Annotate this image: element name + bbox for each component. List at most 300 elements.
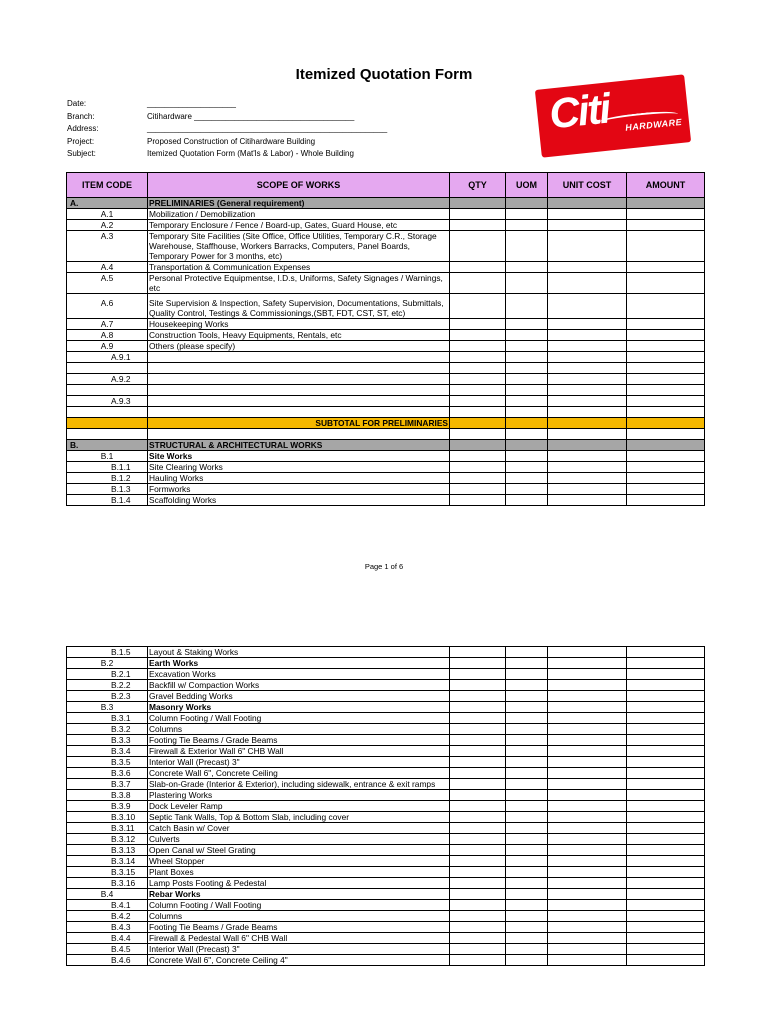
- unit-cost-cell[interactable]: [548, 944, 627, 955]
- scope: Hauling Works: [148, 473, 450, 484]
- unit-cost-cell[interactable]: [548, 867, 627, 878]
- unit-cost-cell[interactable]: [548, 341, 627, 352]
- table-row: [67, 495, 705, 506]
- uom-cell[interactable]: [506, 220, 548, 231]
- uom-cell[interactable]: [506, 900, 548, 911]
- unit-cost-cell[interactable]: [548, 713, 627, 724]
- uom-cell[interactable]: [506, 834, 548, 845]
- qty-cell[interactable]: [450, 462, 506, 473]
- scope: Concrete Wall 6", Concrete Ceiling: [148, 768, 450, 779]
- unit-cost-cell[interactable]: [548, 702, 627, 713]
- unit-cost-cell[interactable]: [548, 933, 627, 944]
- scope: Plant Boxes: [148, 867, 450, 878]
- amount-cell[interactable]: [627, 658, 705, 669]
- item-code: B.1.5: [67, 647, 148, 658]
- amount-cell[interactable]: [627, 680, 705, 691]
- item-code: B.3.13: [67, 845, 148, 856]
- amount-cell[interactable]: [627, 451, 705, 462]
- qty-cell[interactable]: [450, 374, 506, 385]
- amount-cell[interactable]: [627, 473, 705, 484]
- unit-cost-cell[interactable]: [548, 262, 627, 273]
- uom-cell[interactable]: [506, 451, 548, 462]
- scope: Lamp Posts Footing & Pedestal: [148, 878, 450, 889]
- logo-main-text: Citi: [547, 84, 612, 138]
- amount-cell[interactable]: [627, 231, 705, 262]
- item-code: A.9.1: [67, 352, 148, 363]
- item-code: B.1.4: [67, 495, 148, 506]
- qty-cell[interactable]: [450, 647, 506, 658]
- unit-cost-cell[interactable]: [548, 220, 627, 231]
- item-code: B.4.4: [67, 933, 148, 944]
- amount-cell[interactable]: [627, 735, 705, 746]
- table-row: [67, 669, 705, 680]
- amount-cell[interactable]: [627, 209, 705, 220]
- amount-cell[interactable]: [627, 198, 705, 209]
- item-code: B.4.2: [67, 911, 148, 922]
- amount-cell[interactable]: [627, 933, 705, 944]
- qty-cell[interactable]: [450, 735, 506, 746]
- qty-cell[interactable]: [450, 856, 506, 867]
- qty-cell[interactable]: [450, 658, 506, 669]
- table-row: [67, 735, 705, 746]
- item-code: B.1.2: [67, 473, 148, 484]
- uom-cell[interactable]: [506, 779, 548, 790]
- uom-cell[interactable]: [506, 209, 548, 220]
- amount-cell[interactable]: [627, 911, 705, 922]
- qty-cell[interactable]: [450, 790, 506, 801]
- amount-cell[interactable]: [627, 713, 705, 724]
- qty-cell[interactable]: [450, 209, 506, 220]
- amount-cell[interactable]: [627, 647, 705, 658]
- qty-cell[interactable]: [450, 757, 506, 768]
- uom-cell[interactable]: [506, 724, 548, 735]
- unit-cost-cell[interactable]: [548, 374, 627, 385]
- qty-cell[interactable]: [450, 231, 506, 262]
- amount-header: AMOUNT: [627, 173, 705, 198]
- scope[interactable]: [148, 363, 450, 374]
- scope: Construction Tools, Heavy Equipments, Rentals, etc: [148, 330, 450, 341]
- qty-cell[interactable]: [450, 352, 506, 363]
- qty-cell[interactable]: [450, 779, 506, 790]
- table-row: [67, 911, 705, 922]
- unit-cost-cell[interactable]: [548, 900, 627, 911]
- uom-cell[interactable]: [506, 484, 548, 495]
- scope: Footing Tie Beams / Grade Beams: [148, 922, 450, 933]
- amount-cell[interactable]: [627, 867, 705, 878]
- table-row: [67, 462, 705, 473]
- item-code: B.2.3: [67, 691, 148, 702]
- item-code: B.3.8: [67, 790, 148, 801]
- unit-cost-cell[interactable]: [548, 484, 627, 495]
- qty-cell[interactable]: [450, 220, 506, 231]
- amount-cell[interactable]: [627, 790, 705, 801]
- qty-cell[interactable]: [450, 198, 506, 209]
- qty-cell[interactable]: [450, 341, 506, 352]
- qty-cell[interactable]: [450, 933, 506, 944]
- uom-cell[interactable]: [506, 231, 548, 262]
- qty-cell[interactable]: [450, 724, 506, 735]
- item-code: B.3.14: [67, 856, 148, 867]
- amount-cell[interactable]: [627, 812, 705, 823]
- amount-cell[interactable]: [627, 669, 705, 680]
- item-code: A.7: [67, 319, 148, 330]
- scope: Backfill w/ Compaction Works: [148, 680, 450, 691]
- qty-cell[interactable]: [450, 834, 506, 845]
- unit-cost-cell[interactable]: [548, 669, 627, 680]
- qty-cell[interactable]: [450, 691, 506, 702]
- qty-cell[interactable]: [450, 451, 506, 462]
- scope: Mobilization / Demobilization: [148, 209, 450, 220]
- table-row: [67, 922, 705, 933]
- qty-cell[interactable]: [450, 922, 506, 933]
- amount-cell[interactable]: [627, 768, 705, 779]
- item-code-header: ITEM CODE: [67, 173, 148, 198]
- unit-cost-cell[interactable]: [548, 889, 627, 900]
- qty-cell[interactable]: [450, 273, 506, 294]
- qty-cell[interactable]: [450, 473, 506, 484]
- unit-cost-cell[interactable]: [548, 658, 627, 669]
- amount-cell[interactable]: [627, 374, 705, 385]
- amount-cell[interactable]: [627, 878, 705, 889]
- uom-cell[interactable]: [506, 757, 548, 768]
- item-code: B.3.16: [67, 878, 148, 889]
- qty-cell[interactable]: [450, 262, 506, 273]
- table-row: [67, 955, 705, 966]
- scope: Personal Protective Equipmentse, I.D.s, Uniforms, Safety Signages / Warnings, etc: [148, 273, 450, 294]
- unit-cost-cell[interactable]: [548, 209, 627, 220]
- table-row: [67, 691, 705, 702]
- branch-label: Branch:: [67, 111, 95, 121]
- qty-cell[interactable]: [450, 330, 506, 341]
- qty-cell[interactable]: [450, 669, 506, 680]
- item-code: A.9: [67, 341, 148, 352]
- table-row: [67, 856, 705, 867]
- uom-cell[interactable]: [506, 669, 548, 680]
- qty-cell[interactable]: [450, 746, 506, 757]
- unit-cost-cell[interactable]: [548, 330, 627, 341]
- table-row: [67, 273, 705, 294]
- uom-cell[interactable]: [506, 768, 548, 779]
- scope: Temporary Enclosure / Fence / Board-up, Gates, Guard House, etc: [148, 220, 450, 231]
- table-row: [67, 790, 705, 801]
- subject-label: Subject:: [67, 149, 96, 158]
- table-header-row: [67, 173, 705, 198]
- uom-cell[interactable]: [506, 473, 548, 484]
- uom-cell[interactable]: [506, 944, 548, 955]
- table-row: [67, 768, 705, 779]
- uom-cell[interactable]: [506, 273, 548, 294]
- blank-row: [67, 363, 705, 374]
- table-row: [67, 757, 705, 768]
- amount-cell[interactable]: [627, 319, 705, 330]
- address-label: Address:: [67, 124, 99, 133]
- amount-cell[interactable]: [627, 845, 705, 856]
- uom-cell[interactable]: [506, 495, 548, 506]
- qty-cell[interactable]: [450, 484, 506, 495]
- unit-cost-cell[interactable]: [548, 735, 627, 746]
- table-row: [67, 647, 705, 658]
- qty-cell[interactable]: [450, 702, 506, 713]
- unit-cost-cell[interactable]: [548, 801, 627, 812]
- uom-cell[interactable]: [506, 713, 548, 724]
- uom-cell[interactable]: [506, 341, 548, 352]
- amount-cell[interactable]: [627, 746, 705, 757]
- unit-cost-header: UNIT COST: [548, 173, 627, 198]
- qty-cell[interactable]: [450, 495, 506, 506]
- amount-cell[interactable]: [627, 922, 705, 933]
- scope: Firewall & Pedestal Wall 6" CHB Wall: [148, 933, 450, 944]
- scope: Columns: [148, 911, 450, 922]
- branch-field[interactable]: Citihardware ____________________________________: [147, 111, 355, 121]
- uom-cell[interactable]: [506, 955, 548, 966]
- amount-cell[interactable]: [627, 691, 705, 702]
- amount-cell[interactable]: [627, 294, 705, 319]
- table-row: [67, 746, 705, 757]
- unit-cost-cell[interactable]: [548, 834, 627, 845]
- scope: Housekeeping Works: [148, 319, 450, 330]
- uom-cell[interactable]: [506, 374, 548, 385]
- unit-cost-cell[interactable]: [548, 451, 627, 462]
- amount-cell[interactable]: [627, 955, 705, 966]
- unit-cost-cell[interactable]: [548, 845, 627, 856]
- uom-cell[interactable]: [506, 647, 548, 658]
- scope[interactable]: [148, 396, 450, 407]
- unit-cost-cell[interactable]: [548, 294, 627, 319]
- item-code: B.2: [67, 658, 148, 669]
- qty-cell[interactable]: [450, 867, 506, 878]
- qty-cell[interactable]: [450, 955, 506, 966]
- uom-cell[interactable]: [506, 319, 548, 330]
- unit-cost-cell[interactable]: [548, 647, 627, 658]
- unit-cost-cell[interactable]: [548, 779, 627, 790]
- uom-cell[interactable]: [506, 867, 548, 878]
- item-code: A.6: [67, 294, 148, 319]
- scope: Earth Works: [148, 658, 450, 669]
- unit-cost-cell[interactable]: [548, 790, 627, 801]
- uom-cell[interactable]: [506, 933, 548, 944]
- scope: Open Canal w/ Steel Grating: [148, 845, 450, 856]
- table-row: [67, 834, 705, 845]
- table-row: [67, 702, 705, 713]
- subtotal-amount[interactable]: [627, 418, 705, 429]
- scope: Temporary Site Facilities (Site Office, Office Utilities, Temporary C.R., Storage Warehouse, Staffhouse, Workers Barracks, Computers, Panel Boards, Temporary Power for 3 months, etc): [148, 231, 450, 262]
- qty-cell[interactable]: [450, 801, 506, 812]
- uom-cell[interactable]: [506, 702, 548, 713]
- table-row: [67, 330, 705, 341]
- amount-cell[interactable]: [627, 352, 705, 363]
- date-field[interactable]: ____________________: [147, 99, 236, 108]
- uom-cell[interactable]: [506, 801, 548, 812]
- qty-cell[interactable]: [450, 680, 506, 691]
- uom-cell[interactable]: [506, 658, 548, 669]
- qty-cell[interactable]: [450, 319, 506, 330]
- table-row: [67, 658, 705, 669]
- uom-cell[interactable]: [506, 845, 548, 856]
- subtotal-label: SUBTOTAL FOR PRELIMINARIES: [148, 418, 450, 429]
- qty-cell[interactable]: [450, 878, 506, 889]
- unit-cost-cell[interactable]: [548, 911, 627, 922]
- uom-cell[interactable]: [506, 352, 548, 363]
- qty-cell[interactable]: [450, 713, 506, 724]
- unit-cost-cell[interactable]: [548, 878, 627, 889]
- scope[interactable]: [148, 374, 450, 385]
- scope: Masonry Works: [148, 702, 450, 713]
- amount-cell[interactable]: [627, 220, 705, 231]
- unit-cost-cell[interactable]: [548, 768, 627, 779]
- qty-cell[interactable]: [450, 812, 506, 823]
- uom-cell[interactable]: [506, 823, 548, 834]
- uom-cell[interactable]: [506, 396, 548, 407]
- uom-cell[interactable]: [506, 790, 548, 801]
- item-code: B.3.10: [67, 812, 148, 823]
- item-code: A.1: [67, 209, 148, 220]
- unit-cost-cell[interactable]: [548, 495, 627, 506]
- qty-cell[interactable]: [450, 889, 506, 900]
- unit-cost-cell[interactable]: [548, 757, 627, 768]
- table-row: [67, 823, 705, 834]
- qty-cell[interactable]: [450, 396, 506, 407]
- unit-cost-cell[interactable]: [548, 319, 627, 330]
- table-row: [67, 319, 705, 330]
- unit-cost-cell[interactable]: [548, 922, 627, 933]
- item-code: A.5: [67, 273, 148, 294]
- quotation-table-page-2: [66, 646, 705, 966]
- uom-cell[interactable]: [506, 198, 548, 209]
- amount-cell[interactable]: [627, 273, 705, 294]
- qty-cell[interactable]: [450, 944, 506, 955]
- uom-cell[interactable]: [506, 812, 548, 823]
- unit-cost-cell[interactable]: [548, 198, 627, 209]
- uom-cell[interactable]: [506, 735, 548, 746]
- scope: Culverts: [148, 834, 450, 845]
- amount-cell[interactable]: [627, 396, 705, 407]
- amount-cell[interactable]: [627, 856, 705, 867]
- uom-cell[interactable]: [506, 746, 548, 757]
- uom-cell[interactable]: [506, 856, 548, 867]
- scope: Site Works: [148, 451, 450, 462]
- blank-row: [67, 385, 705, 396]
- amount-cell[interactable]: [627, 823, 705, 834]
- scope[interactable]: [148, 385, 450, 396]
- unit-cost-cell[interactable]: [548, 462, 627, 473]
- unit-cost-cell[interactable]: [548, 352, 627, 363]
- table-row: [67, 220, 705, 231]
- unit-cost-cell[interactable]: [548, 231, 627, 262]
- qty-cell[interactable]: [450, 294, 506, 319]
- unit-cost-cell[interactable]: [548, 856, 627, 867]
- table-row: [67, 484, 705, 495]
- item-code: B.3: [67, 702, 148, 713]
- item-code: B.3.15: [67, 867, 148, 878]
- uom-cell[interactable]: [506, 262, 548, 273]
- amount-cell[interactable]: [627, 484, 705, 495]
- item-code: B.3.1: [67, 713, 148, 724]
- unit-cost-cell[interactable]: [548, 812, 627, 823]
- uom-cell[interactable]: [506, 330, 548, 341]
- qty-cell[interactable]: [450, 911, 506, 922]
- amount-cell[interactable]: [627, 944, 705, 955]
- unit-cost-cell[interactable]: [548, 680, 627, 691]
- amount-cell[interactable]: [627, 262, 705, 273]
- item-code: A.2: [67, 220, 148, 231]
- item-code: B.3.5: [67, 757, 148, 768]
- unit-cost-cell[interactable]: [548, 473, 627, 484]
- amount-cell[interactable]: [627, 779, 705, 790]
- unit-cost-cell[interactable]: [548, 273, 627, 294]
- amount-cell[interactable]: [627, 801, 705, 812]
- uom-cell[interactable]: [506, 878, 548, 889]
- scope: Columns: [148, 724, 450, 735]
- address-field[interactable]: ______________________________________________________: [147, 124, 388, 133]
- uom-cell[interactable]: [506, 889, 548, 900]
- unit-cost-cell[interactable]: [548, 724, 627, 735]
- amount-cell[interactable]: [627, 900, 705, 911]
- table-row: [67, 352, 705, 363]
- scope: Layout & Staking Works: [148, 647, 450, 658]
- uom-cell[interactable]: [506, 691, 548, 702]
- item-code: B.4.6: [67, 955, 148, 966]
- scope[interactable]: [148, 352, 450, 363]
- amount-cell[interactable]: [627, 724, 705, 735]
- scope: Wheel Stopper: [148, 856, 450, 867]
- scope: Column Footing / Wall Footing: [148, 713, 450, 724]
- uom-cell[interactable]: [506, 911, 548, 922]
- amount-cell[interactable]: [627, 462, 705, 473]
- scope: Site Clearing Works: [148, 462, 450, 473]
- unit-cost-cell[interactable]: [548, 396, 627, 407]
- scope: Footing Tie Beams / Grade Beams: [148, 735, 450, 746]
- amount-cell[interactable]: [627, 495, 705, 506]
- uom-cell[interactable]: [506, 922, 548, 933]
- qty-cell[interactable]: [450, 768, 506, 779]
- form-title: Itemized Quotation Form: [295, 66, 473, 83]
- unit-cost-cell[interactable]: [548, 823, 627, 834]
- amount-cell[interactable]: [627, 330, 705, 341]
- amount-cell[interactable]: [627, 702, 705, 713]
- table-row: [67, 889, 705, 900]
- qty-cell[interactable]: [450, 900, 506, 911]
- scope: Gravel Bedding Works: [148, 691, 450, 702]
- unit-cost-cell[interactable]: [548, 746, 627, 757]
- amount-cell[interactable]: [627, 757, 705, 768]
- item-code: B.4.3: [67, 922, 148, 933]
- uom-cell[interactable]: [506, 462, 548, 473]
- item-code: B.4: [67, 889, 148, 900]
- blank-row: [67, 407, 705, 418]
- amount-cell[interactable]: [627, 834, 705, 845]
- scope: Scaffolding Works: [148, 495, 450, 506]
- logo-sub-text: HARDWARE: [624, 116, 683, 133]
- unit-cost-cell[interactable]: [548, 691, 627, 702]
- uom-cell[interactable]: [506, 680, 548, 691]
- amount-cell[interactable]: [627, 889, 705, 900]
- item-code: A.: [67, 198, 148, 209]
- scope: STRUCTURAL & ARCHITECTURAL WORKS: [148, 440, 450, 451]
- item-code: A.8: [67, 330, 148, 341]
- item-code: B.1.1: [67, 462, 148, 473]
- amount-cell[interactable]: [627, 341, 705, 352]
- qty-header: QTY: [450, 173, 506, 198]
- unit-cost-cell[interactable]: [548, 955, 627, 966]
- scope: Concrete Wall 6", Concrete Ceiling 4": [148, 955, 450, 966]
- scope: Rebar Works: [148, 889, 450, 900]
- qty-cell[interactable]: [450, 823, 506, 834]
- table-row: [67, 801, 705, 812]
- table-row: [67, 451, 705, 462]
- table-row: [67, 812, 705, 823]
- qty-cell[interactable]: [450, 845, 506, 856]
- uom-cell[interactable]: [506, 294, 548, 319]
